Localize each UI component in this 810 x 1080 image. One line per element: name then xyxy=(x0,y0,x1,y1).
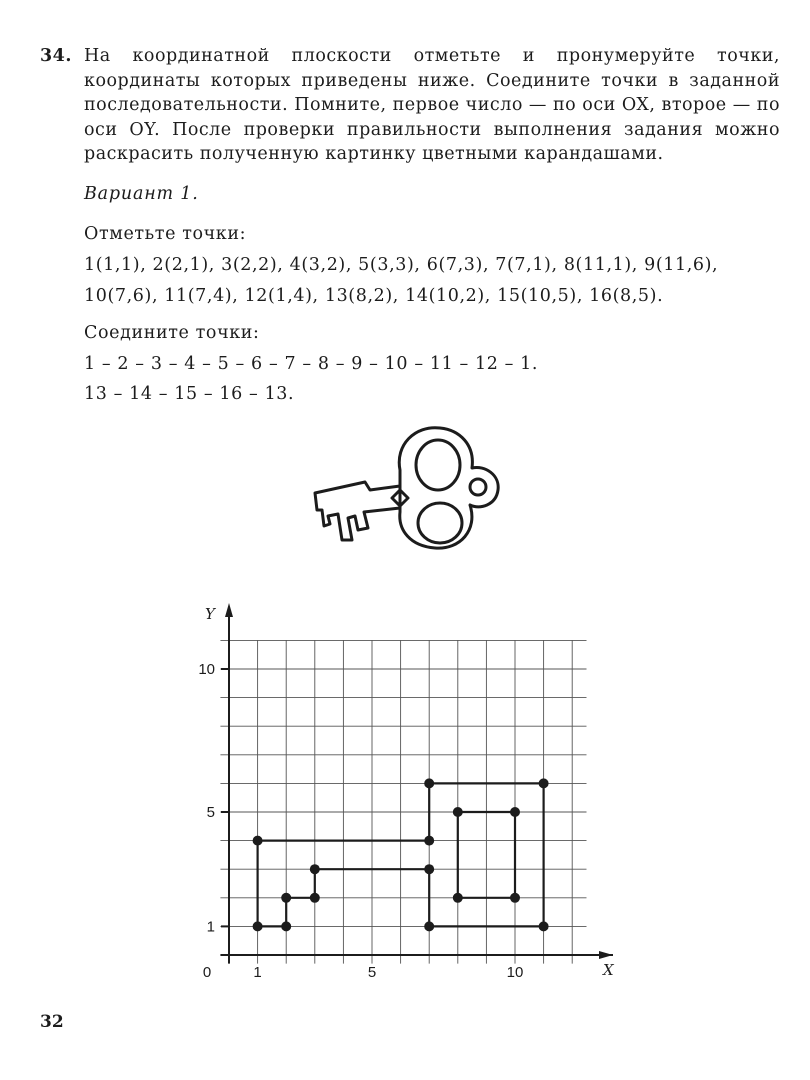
points-list-line-2: 10(7,6), 11(7,4), 12(1,4), 13(8,2), 14(10,2), 15(10,5), 16(8,5). xyxy=(84,286,664,306)
data-point xyxy=(424,778,434,788)
coordinate-plane xyxy=(185,595,625,995)
data-point xyxy=(281,921,291,931)
data-point xyxy=(539,921,549,931)
data-point xyxy=(253,921,263,931)
y-tick-label: 10 xyxy=(198,661,215,678)
connect-sequence-line-2: 13 – 14 – 15 – 16 – 13. xyxy=(84,384,295,404)
key-illustration xyxy=(300,420,500,560)
x-axis-arrow xyxy=(599,951,613,959)
y-axis-label: Y xyxy=(205,605,215,623)
task-number: 34. xyxy=(40,46,72,66)
key-lower-hole xyxy=(418,503,462,543)
page-number: 32 xyxy=(40,1012,64,1032)
y-axis-arrow xyxy=(225,603,233,617)
x-axis-label: X xyxy=(603,961,614,979)
data-point xyxy=(253,836,263,846)
data-point xyxy=(453,893,463,903)
x-tick-label: 5 xyxy=(367,964,377,981)
x-tick-label: 10 xyxy=(506,964,524,981)
y-tick-label: 5 xyxy=(206,804,215,821)
task-block xyxy=(40,44,780,167)
axis-ticks xyxy=(198,661,523,981)
data-point xyxy=(424,921,434,931)
data-point xyxy=(510,893,520,903)
x-tick-label: 1 xyxy=(253,964,262,981)
key-side-hole xyxy=(470,479,486,495)
data-point xyxy=(281,893,291,903)
grid-lines xyxy=(220,640,586,963)
key-shaft xyxy=(315,482,400,540)
data-point xyxy=(510,807,520,817)
data-point xyxy=(310,893,320,903)
x-tick-label: 0 xyxy=(202,964,212,981)
connect-sequence-line-1: 1 – 2 – 3 – 4 – 5 – 6 – 7 – 8 – 9 – 10 – 11 – 12 – 1. xyxy=(84,354,539,374)
mark-points-label: Отметьте точки: xyxy=(84,224,247,244)
points-list-line-1: 1(1,1), 2(2,1), 3(2,2), 4(3,2), 5(3,3), 6(7,3), 7(7,1), 8(11,1), 9(11,6), xyxy=(84,255,719,275)
y-tick-label: 1 xyxy=(206,918,215,936)
data-point xyxy=(310,864,320,874)
data-point xyxy=(424,836,434,846)
variant-title: Вариант 1. xyxy=(84,184,199,204)
data-point xyxy=(424,864,434,874)
connect-points-label: Соедините точки: xyxy=(84,323,260,343)
data-point xyxy=(453,807,463,817)
data-point xyxy=(539,778,549,788)
key-upper-hole xyxy=(416,440,460,490)
task-text: На координатной плоскости отметьте и пронумеруйте точки, координаты которых приведены ниже. Соедините точки в заданной последовательности. Помните, первое число — по оси OX, второе — по оси OY. После проверки правильности выполнения задания можно раскрасить полученную картинку цветными карандашами. xyxy=(84,46,780,164)
